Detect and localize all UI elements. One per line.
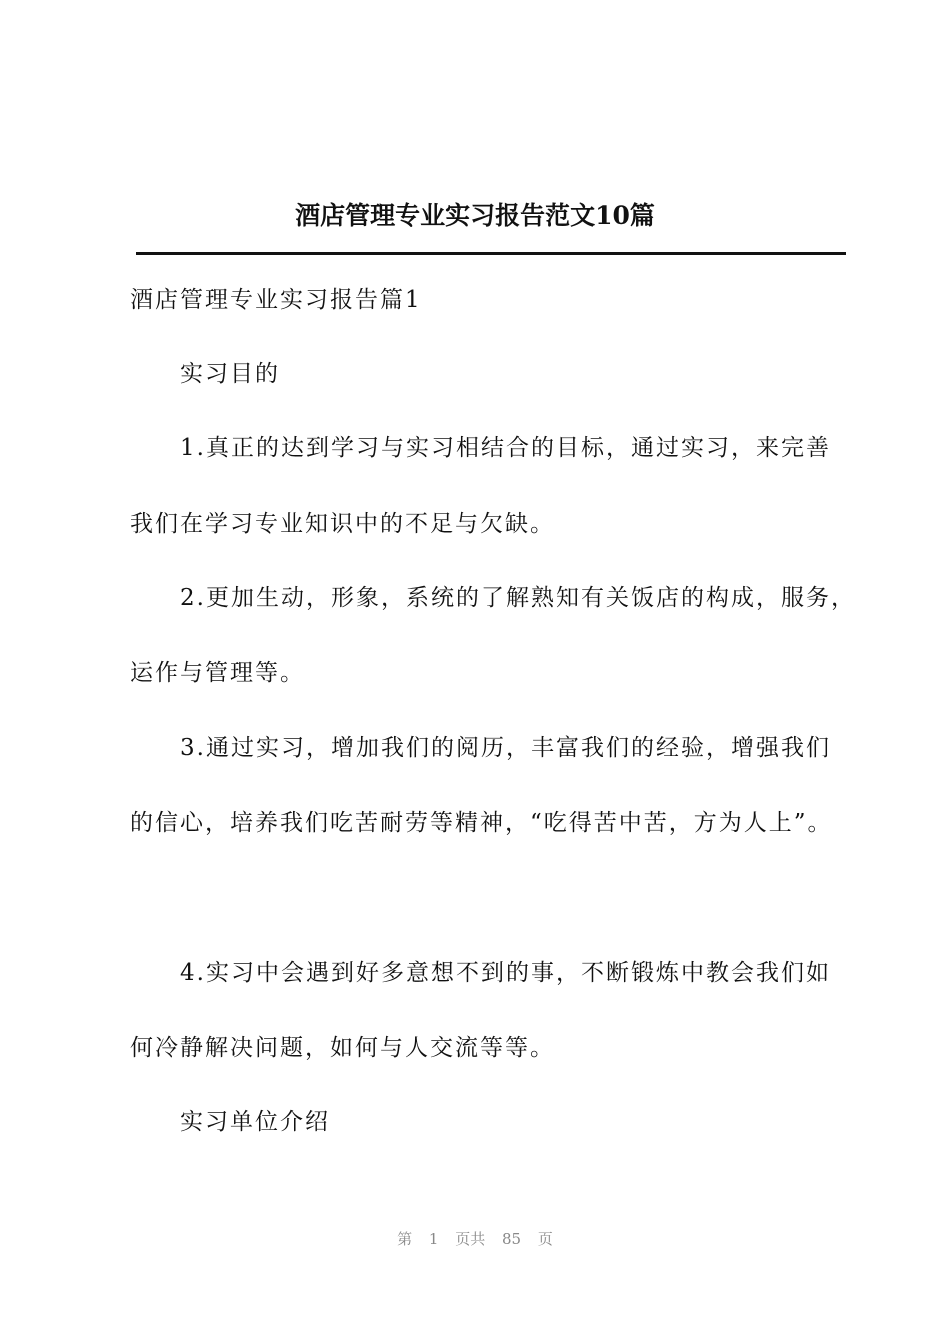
paragraph-line: 1.真正的达到学习与实习相结合的目标，通过实习，来完善 <box>180 435 831 461</box>
paragraph-line: 运作与管理等。 <box>130 660 305 686</box>
paragraph-line: 何冷静解决问题，如何与人交流等等。 <box>130 1035 555 1061</box>
paragraph-line: 4.实习中会遇到好多意想不到的事，不断锻炼中教会我们如 <box>180 960 831 986</box>
document-title: 酒店管理专业实习报告范文10篇 <box>295 201 655 230</box>
section-heading: 酒店管理专业实习报告篇1 <box>130 287 422 313</box>
paragraph-line: 的信心，培养我们吃苦耐劳等精神，“吃得苦中苦，方为人上”。 <box>130 810 833 836</box>
page-footer: 第 1 页共 85 页 <box>397 1230 553 1248</box>
paragraph-line: 3.通过实习，增加我们的阅历，丰富我们的经验，增强我们 <box>180 735 831 761</box>
paragraph-line: 2.更加生动，形象，系统的了解熟知有关饭店的构成，服务， <box>180 585 856 611</box>
paragraph-line: 我们在学习专业知识中的不足与欠缺。 <box>130 511 555 537</box>
subsection-heading: 实习目的 <box>180 361 280 387</box>
subsection-heading: 实习单位介绍 <box>180 1109 330 1135</box>
title-divider <box>136 252 846 255</box>
